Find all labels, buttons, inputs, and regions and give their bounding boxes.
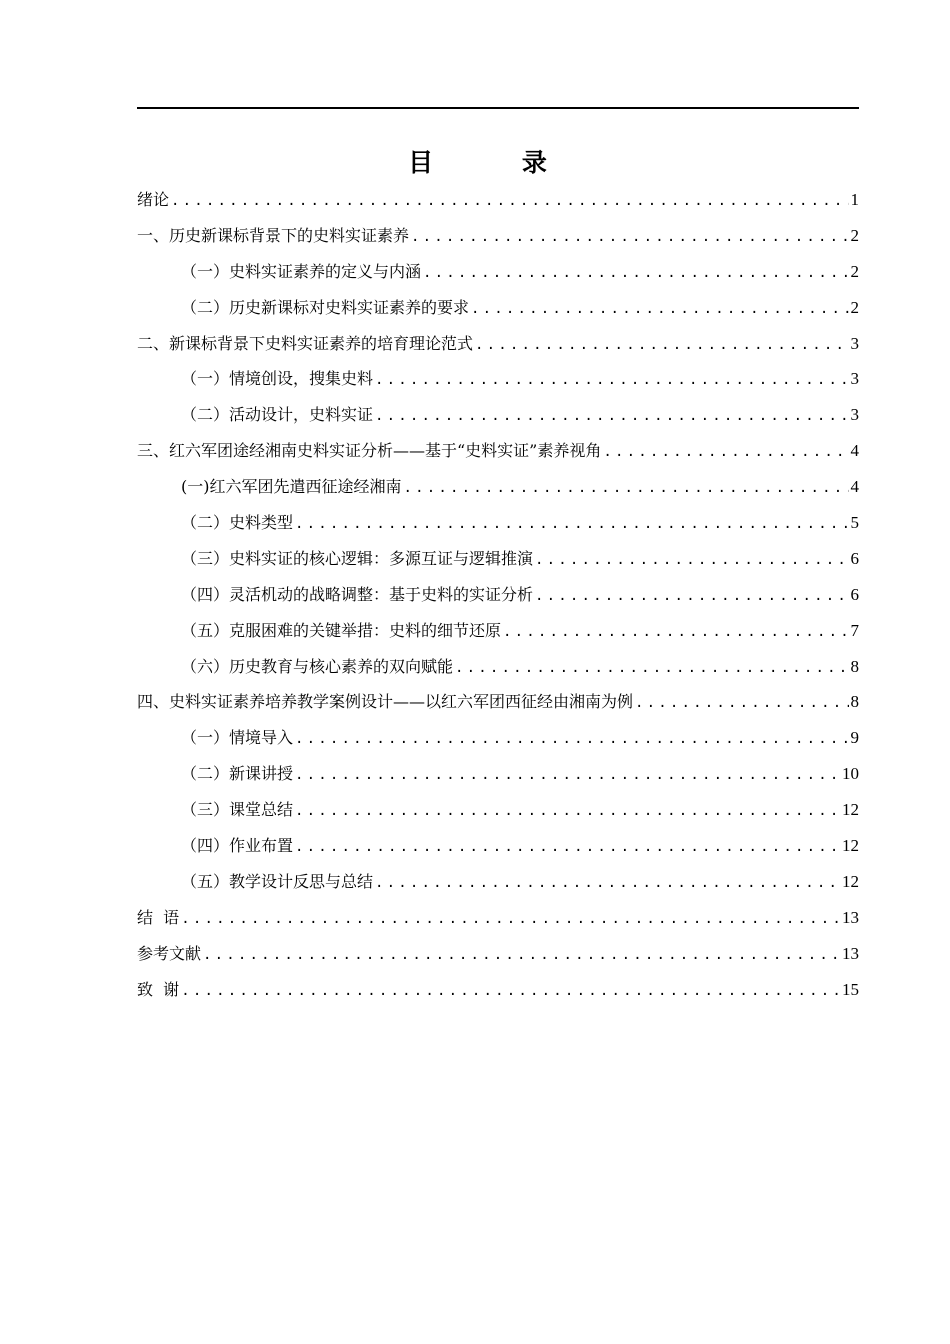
- dot-leader: [295, 722, 848, 758]
- toc-entry-label: (一)红六军团先遣西征途经湘南: [181, 477, 402, 497]
- dot-leader: [455, 651, 848, 687]
- toc-entry[interactable]: [137, 361, 859, 397]
- toc-entry-label: 致 谢: [137, 979, 180, 999]
- dot-leader: [411, 220, 848, 256]
- toc-entry[interactable]: [137, 613, 859, 649]
- toc-page-number: 4: [850, 477, 859, 497]
- toc-page-number: 5: [850, 513, 859, 533]
- toc-entry[interactable]: [137, 218, 859, 254]
- toc-entry[interactable]: [137, 254, 859, 290]
- toc-entry[interactable]: [137, 182, 859, 218]
- dot-leader: [171, 184, 848, 220]
- toc-page-number: 8: [850, 656, 859, 676]
- toc-entry-label: （二）历史新课标对史料实证素养的要求: [181, 297, 470, 317]
- toc-entry[interactable]: [137, 290, 859, 326]
- toc-entry-label: （二）活动设计，史料实证: [181, 405, 374, 425]
- dot-leader: [375, 399, 848, 435]
- toc-entry[interactable]: [137, 505, 859, 541]
- dot-leader: [535, 579, 848, 615]
- toc-entry[interactable]: [137, 577, 859, 613]
- toc-entry-label: 二、新课标背景下史料实证素养的培育理论范式: [137, 333, 474, 353]
- toc-entry-label: 四、史料实证素养培养教学案例设计——以红六军团西征经由湘南为例: [137, 692, 634, 712]
- toc-entry-label: （一）情境创设，搜集史料: [181, 369, 374, 389]
- toc-entry-label: 三、红六军团途经湘南史料实证分析——基于“史料实证”素养视角: [137, 441, 602, 461]
- toc-entry-label: （二）史料类型: [181, 513, 294, 533]
- toc-entry-label: （四）灵活机动的战略调整：基于史料的实证分析: [181, 584, 534, 604]
- toc-entry-label: 一、历史新课标背景下的史料实证素养: [137, 225, 410, 245]
- dot-leader: [535, 543, 848, 579]
- toc-entry-label: （三）史料实证的核心逻辑：多源互证与逻辑推演: [181, 548, 534, 568]
- toc-entry[interactable]: [137, 433, 859, 469]
- toc-page-number: 7: [850, 620, 859, 640]
- dot-leader: [603, 435, 848, 471]
- dot-leader: [203, 938, 840, 974]
- toc-page-number: 13: [842, 907, 859, 927]
- dot-leader: [375, 363, 848, 399]
- dot-leader: [181, 974, 840, 1010]
- toc-page-number: 8: [850, 692, 859, 712]
- toc-page-number: 12: [842, 836, 859, 856]
- toc-page-number: 4: [850, 441, 859, 461]
- toc-page-number: 6: [850, 548, 859, 568]
- table-of-contents: [137, 182, 859, 1007]
- toc-entry[interactable]: [137, 541, 859, 577]
- toc-entry-label: （四）作业布置: [181, 836, 294, 856]
- toc-entry-label: 参考文献: [137, 943, 202, 963]
- toc-entry[interactable]: [137, 326, 859, 362]
- toc-entry-label: （六）历史教育与核心素养的双向赋能: [181, 656, 454, 676]
- toc-entry-label: 绪论: [137, 190, 170, 209]
- toc-entry-label: （二）新课讲授: [181, 764, 294, 784]
- toc-entry[interactable]: [137, 864, 859, 900]
- dot-leader: [295, 507, 848, 543]
- toc-page-number: 10: [842, 764, 859, 784]
- toc-page-number: 12: [842, 800, 859, 820]
- toc-entry-label: 结 语: [137, 907, 180, 927]
- dot-leader: [423, 256, 848, 292]
- header-rule: [137, 107, 859, 109]
- toc-page-number: 2: [850, 261, 859, 281]
- toc-entry[interactable]: [137, 900, 859, 936]
- toc-page-number: 9: [850, 728, 859, 748]
- dot-leader: [295, 830, 840, 866]
- toc-page-number: 13: [842, 943, 859, 963]
- toc-entry-label: （一）史料实证素养的定义与内涵: [181, 261, 422, 281]
- toc-entry[interactable]: [137, 720, 859, 756]
- toc-entry-label: （三）课堂总结: [181, 800, 294, 820]
- toc-page-number: 2: [850, 297, 859, 317]
- dot-leader: [475, 328, 848, 364]
- dot-leader: [471, 292, 848, 328]
- dot-leader: [635, 686, 848, 722]
- dot-leader: [295, 794, 840, 830]
- toc-entry[interactable]: [137, 469, 859, 505]
- dot-leader: [404, 471, 849, 507]
- toc-page-number: 3: [850, 369, 859, 389]
- toc-entry[interactable]: [137, 792, 859, 828]
- toc-entry[interactable]: [137, 397, 859, 433]
- toc-page-number: 2: [850, 225, 859, 245]
- toc-entry[interactable]: [137, 756, 859, 792]
- toc-entry-label: （五）教学设计反思与总结: [181, 871, 374, 891]
- toc-entry[interactable]: [137, 684, 859, 720]
- dot-leader: [295, 758, 840, 794]
- dot-leader: [181, 902, 840, 938]
- toc-page-number: 3: [850, 333, 859, 353]
- toc-entry[interactable]: [137, 649, 859, 685]
- toc-page-number: 15: [842, 979, 859, 999]
- toc-entry-label: （一）情境导入: [181, 728, 294, 748]
- toc-page-number: 1: [850, 190, 859, 209]
- toc-entry[interactable]: [137, 828, 859, 864]
- toc-page-number: 3: [850, 405, 859, 425]
- page-title: 目 录: [408, 148, 587, 177]
- toc-entry[interactable]: [137, 936, 859, 972]
- dot-leader: [375, 866, 840, 902]
- toc-page-number: 12: [842, 871, 859, 891]
- toc-entry[interactable]: [137, 972, 859, 1008]
- dot-leader: [503, 615, 848, 651]
- toc-entry-label: （五）克服困难的关键举措：史料的细节还原: [181, 620, 502, 640]
- toc-page-number: 6: [850, 584, 859, 604]
